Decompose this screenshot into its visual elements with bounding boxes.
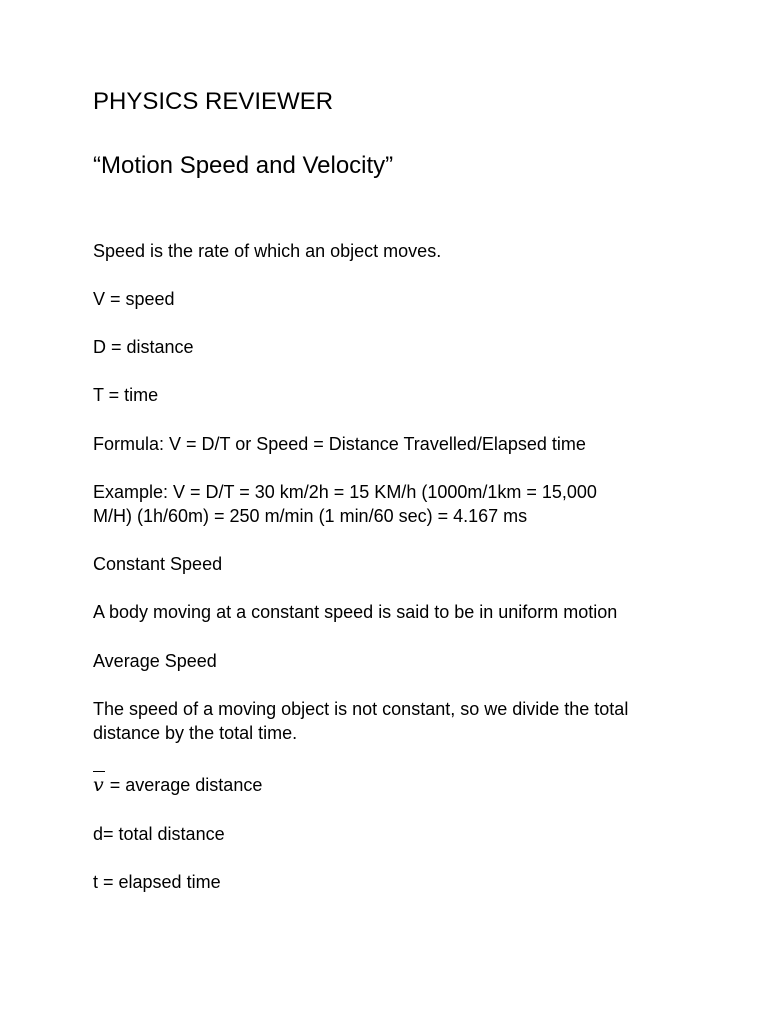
average-velocity-line [93,773,693,797]
average-speed-definition-1: The speed of a moving object is not constant, so we divide the total [93,699,629,719]
average-velocity-text: = average distance [109,775,263,795]
d-definition: D = distance [93,337,194,357]
page-subtitle: “Motion Speed and Velocity” [93,152,394,179]
v-bar-symbol: v [93,774,104,796]
elapsed-time-line: t = elapsed time [93,872,221,892]
example-line-1: Example: V = D/T = 30 km/2h = 15 KM/h (1000m/1km = 15,000 [93,482,597,502]
constant-speed-definition: A body moving at a constant speed is said to be in uniform motion [93,602,618,622]
page-title: PHYSICS REVIEWER [93,88,334,115]
v-definition: V = speed [93,289,175,309]
formula-line: Formula: V = D/T or Speed = Distance Travelled/Elapsed time [93,434,586,454]
speed-definition: Speed is the rate of which an object moves. [93,241,442,261]
example-line-2: M/H) (1h/60m) = 250 m/min (1 min/60 sec) = 4.167 ms [93,506,528,526]
average-speed-definition-2: distance by the total time. [93,723,298,743]
t-definition: T = time [93,385,159,405]
constant-speed-heading: Constant Speed [93,554,223,574]
average-speed-heading: Average Speed [93,651,217,671]
total-distance-line: d= total distance [93,824,225,844]
